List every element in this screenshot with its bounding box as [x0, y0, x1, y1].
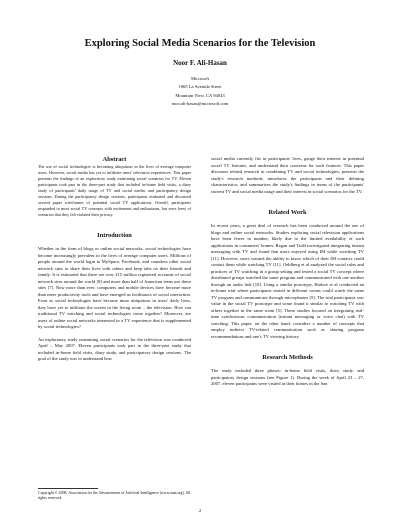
abstract-section — [38, 156, 191, 218]
research-methods-section — [211, 354, 364, 388]
affiliation-email: noor.ali-hasan@microsoft.com — [171, 101, 229, 107]
related-work-text: In recent years, a great deal of research has been conducted around the use of blogs and online social networks. Studies exploring social television applications have been fewer in number, likely due to the limited availability of such applications in consumers' homes. Regan and Todd investigated integrating instant messaging with TV and found that users enjoyed using IM while watching TV [11]. However, users wanted the ability to know which of their IM contacts could contact them while watching TV [11]. Oehlberg et al analyzed the social rules and practices of TV watching in a group setting and tested a social TV concept where distributed groups watched the same program and communicated with one another through an audio link [10]. Using a similar prototype, Harboe et al conducted an in-home trial where participants seated in different rooms could watch the same TV program and communicate through microphones [5]. The trial participants saw value in the social TV prototype and some found it similar to watching TV with others together in the same room [5]. These studies focused on integrating real-time synchronous communication (instant messaging or voice chat) with TV watching. This paper, on the other hand, considers a number of concepts that employ indirect TV-related communication such as sharing program recommendations and one's TV viewing history. — [211, 223, 364, 339]
affiliation-city: Mountain View, CA 94043 — [175, 92, 225, 98]
left-column — [38, 156, 191, 363]
author-affiliation — [0, 75, 400, 109]
copyright-footnote: Copyright © 2008, Association for the Advancement of Artificial Intelligence (www.aaai.org). All rights reserved. — [38, 491, 191, 501]
affiliation-street: 1065 La Avenida Street — [178, 84, 222, 90]
author-name: Noor F. Ali-Hasan — [173, 59, 227, 67]
page-number: 2 — [198, 508, 202, 513]
related-work-section — [211, 209, 364, 340]
abstract-heading: Abstract — [102, 156, 127, 163]
introduction-heading: Introduction — [97, 232, 132, 240]
research-methods-text: The study included three phases: in-home field visits, diary study, and participatory design sessions (see Figure 1). During the week of April 23 – 27, 2007, eleven participants were visited in their homes in the San — [211, 368, 364, 386]
right-column — [211, 156, 364, 388]
paper-title: Exploring Social Media Scenarios for the Television — [84, 38, 316, 49]
abstract-text: The use of social technologies is becoming ubiquitous in the lives of average computer users. However, social media has yet to infiltrate users' television experiences. This paper presents the findings of an exploratory study examining social scenarios for TV. Eleven participants took part in the three-part study that included in-home field visits, a diary study of participants' daily usage of TV and social media, and participatory design sessions. During the participatory design sessions, participants evaluated and discussed several paper wireframes of potential social TV applications. Overall, participants responded to most social TV concepts with excitement and enthusiasm, but were leery of scenarios that they felt violated their privacy. — [38, 164, 191, 218]
research-methods-heading: Research Methods — [262, 354, 313, 361]
introduction-paragraph-continued: social media currently fits in participants' lives, gauge their interest in potential social TV features, and understand their concerns for such features. This paper discusses related research in combining TV and social technologies, presents the study's research methods, introduces the participants and their defining characteristics, and summarizes the study's findings in terms of the participants' current TV and social media usage and their interest in social scenarios for the TV. — [211, 156, 364, 194]
affiliation-organization: Microsoft — [190, 76, 210, 81]
introduction-paragraph-2: An exploratory study examining social scenarios for the television was conducted April – May 2007. Eleven participants took part in the three-part study that included in-home field visits, diary study, and participatory design sessions. The goal of the study was to understand how — [38, 336, 191, 362]
introduction-section — [38, 232, 191, 363]
footnote-rule — [38, 488, 98, 489]
introduction-paragraph-1: Whether in the form of blogs or online social networks, social technologies have become increasingly prevalent in the lives of average computer users. Millions of people around the world login to MySpace, Facebook, and countless other social network sites to share their lives with others and keep tabs on their friends and family. It is estimated that there are over 215 million registered accounts of social network sites around the world [8] and more than half of American teens use these sites [7]. Now more than ever, computers and mobile devices have become more than mere productivity tools and have emerged as facilitators of social interaction. Even as social technologies have become more ubiquitous in users' daily lives, they have yet to infiltrate the screen in the living room – the television. How can traditional TV watching and social technologies come together? Moreover, are users of online social networks interested in a TV experience that is supplemented by social technologies? — [38, 246, 191, 330]
related-work-heading: Related Work — [268, 209, 307, 216]
